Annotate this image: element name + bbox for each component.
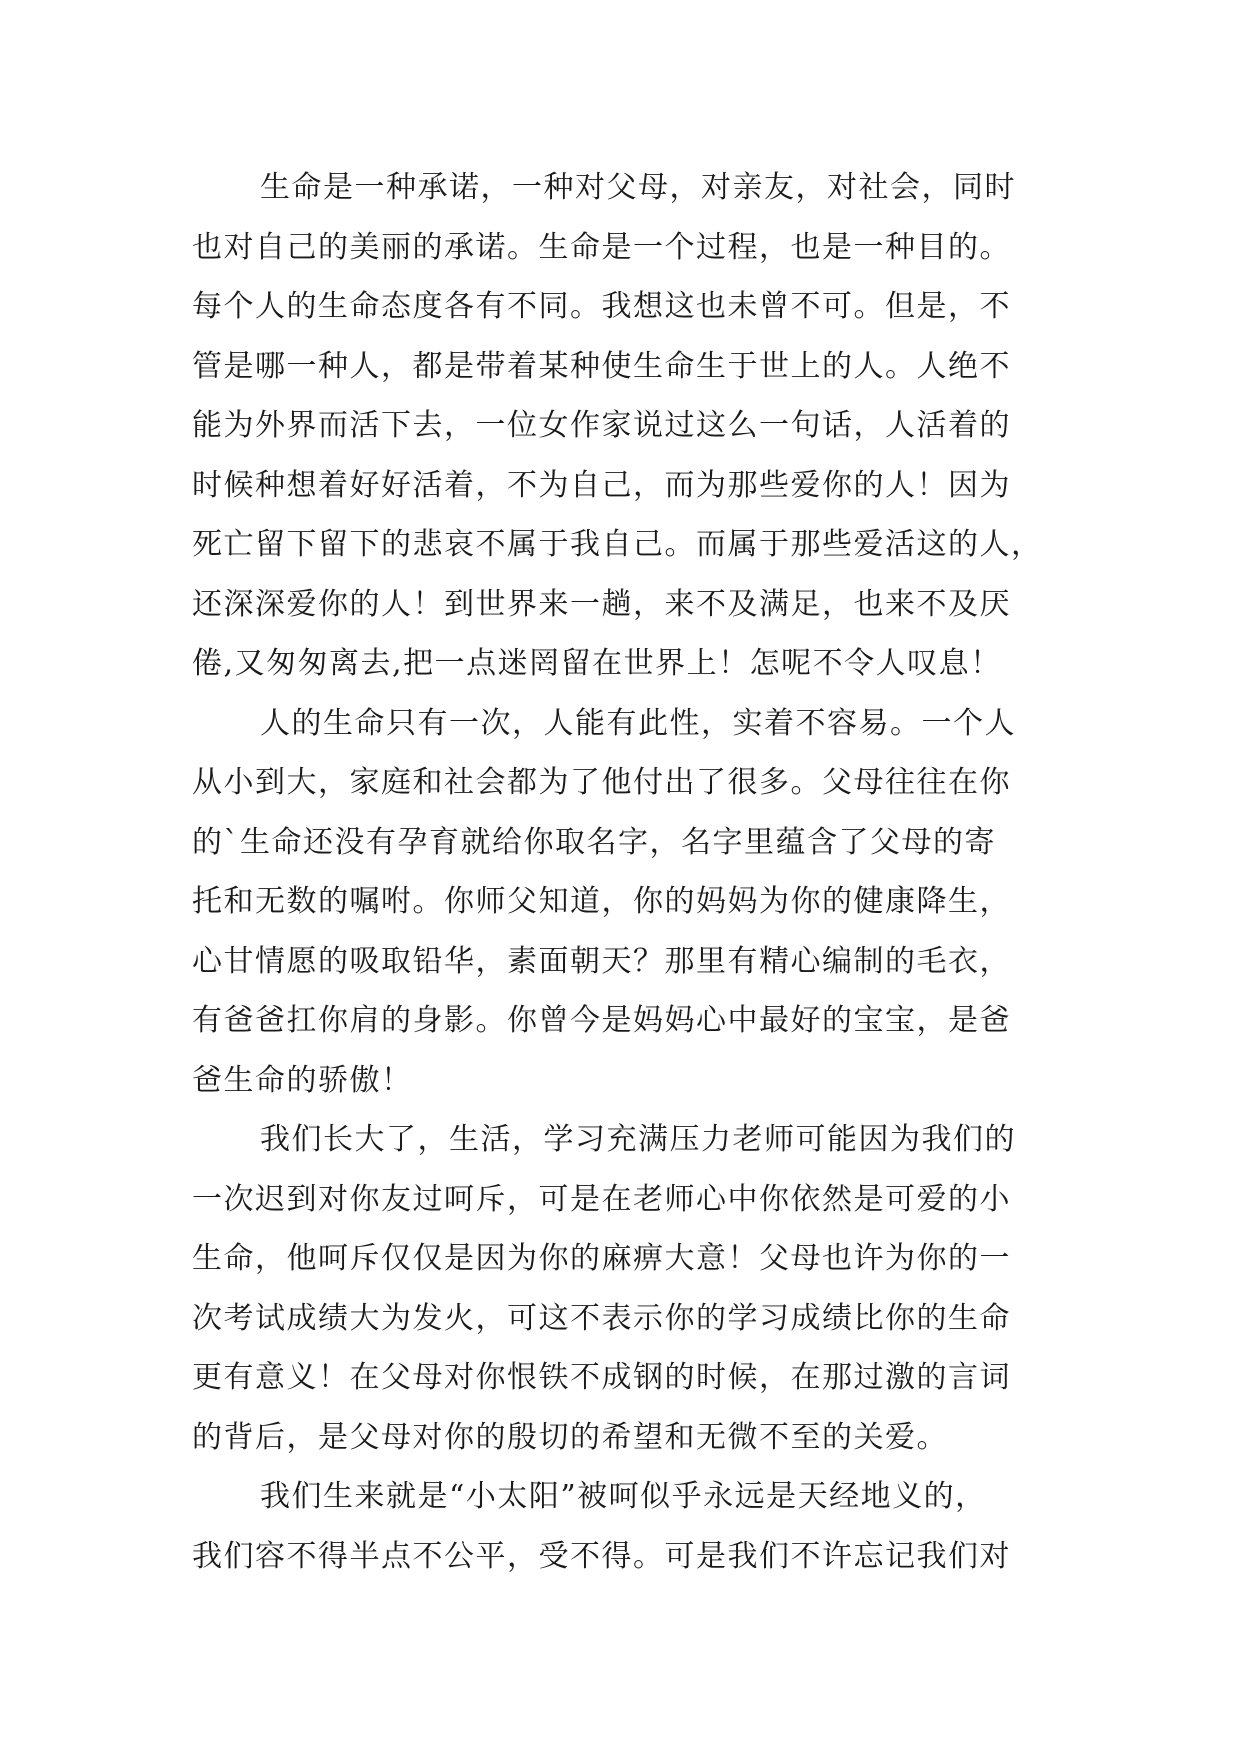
text-line: 更有意义！在父母对你恨铁不成钢的时候，在那过激的言词: [192, 1360, 1011, 1395]
text-line: 死亡留下留下的悲哀不属于我自己。而属于那些爱活这的人，: [192, 527, 1043, 562]
text-line: 从小到大，家庭和社会都为了他付出了很多。父母往往在你: [192, 765, 1011, 800]
text-line: 倦,又匆匆离去,把一点迷罔留在世界上！怎呢不令人叹息！: [192, 646, 1002, 681]
text-line: 生命是一种承诺，一种对父母，对亲友，对社会，同时: [260, 170, 1016, 205]
text-line: 心甘情愿的吸取铅华，素面朝天？那里有精心编制的毛衣，: [192, 943, 1011, 979]
text-line: 时候种想着好好活着，不为自己，而为那些爱你的人！因为: [192, 467, 1011, 503]
text-line: 管是哪一种人，都是带着某种使生命生于世上的人。人绝不: [192, 348, 1011, 384]
paragraph-4: [192, 1467, 1072, 1586]
text-line: 有爸爸扛你肩的身影。你曾今是妈妈心中最好的宝宝，是爸: [192, 1003, 1011, 1038]
text-line: 我们长大了，生活，学习充满压力老师可能因为我们的: [260, 1122, 1016, 1157]
body-text: [192, 158, 1072, 1586]
text-line: 次考试成绩大为发火，可这不表示你的学习成绩比你的生命: [192, 1300, 1011, 1336]
paragraph-3: [192, 1110, 1072, 1467]
paragraph-2: [192, 694, 1072, 1111]
text-line: 一次迟到对你友过呵斥，可是在老师心中你依然是可爱的小: [192, 1181, 1011, 1217]
text-line: 的背后，是父母对你的殷切的希望和无微不至的关爱。: [192, 1419, 948, 1455]
text-line: 也对自己的美丽的承诺。生命是一个过程，也是一种目的。: [192, 229, 1011, 265]
text-line: 生命，他呵斥仅仅是因为你的麻痹大意！父母也许为你的一: [192, 1241, 1011, 1276]
paragraph-1: [192, 158, 1072, 694]
text-line: 托和无数的嘱咐。你师父知道，你的妈妈为你的健康降生，: [192, 884, 1011, 919]
text-line: 人的生命只有一次，人能有此性，实着不容易。一个人: [260, 705, 1016, 741]
text-line: 还深深爱你的人！到世界来一趟，来不及满足，也来不及厌: [192, 586, 1011, 622]
text-line: 能为外界而活下去，一位女作家说过这么一句话，人活着的: [192, 408, 1011, 443]
text-line: 我们容不得半点不公平，受不得。可是我们不许忘记我们对: [192, 1538, 1011, 1574]
text-line: 的`生命还没有孕育就给你取名字，名字里蕴含了父母的寄: [192, 824, 996, 860]
text-line: 每个人的生命态度各有不同。我想这也未曾不可。但是，不: [192, 289, 1011, 324]
text-line: 爸生命的骄傲！: [192, 1062, 413, 1098]
text-line: 我们生来就是“小太阳”被呵似乎永远是天经地义的，: [260, 1479, 987, 1514]
